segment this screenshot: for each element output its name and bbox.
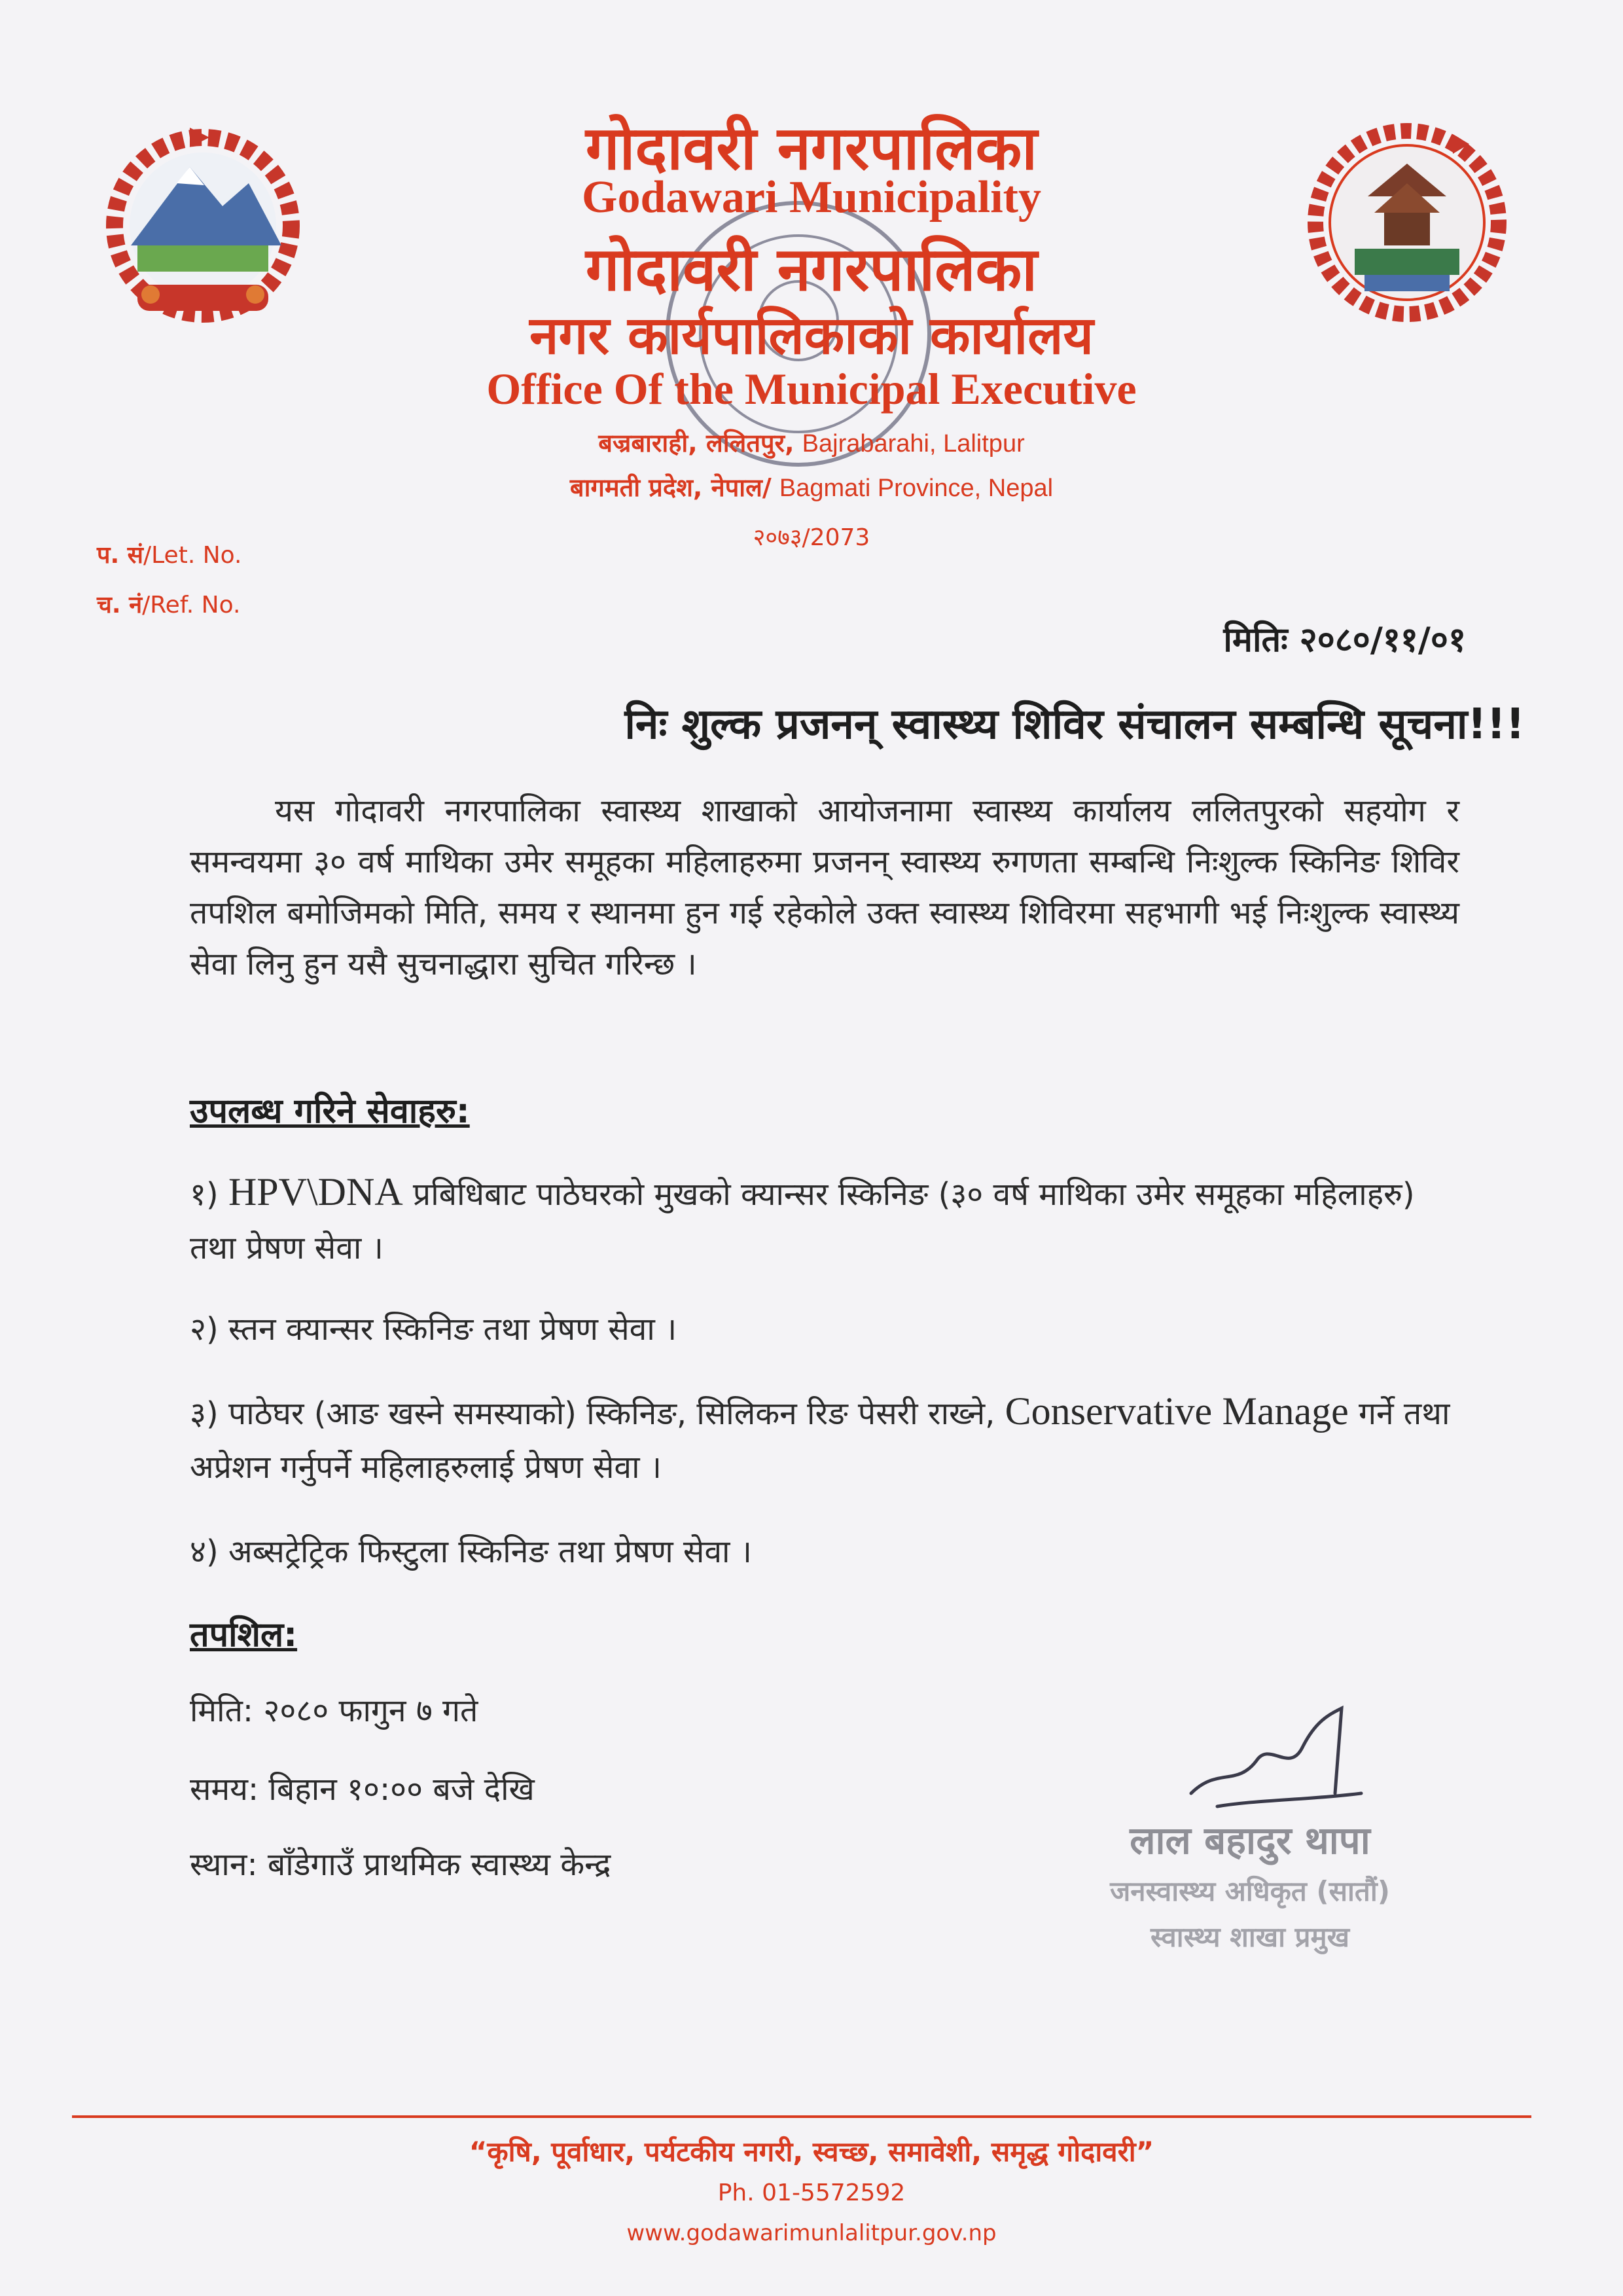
- org-name-english: Godawari Municipality: [582, 172, 1041, 223]
- service-item-3-english-1: Conservative: [1005, 1390, 1213, 1433]
- address-line-2-np: बागमती प्रदेश, नेपाल/: [569, 473, 772, 502]
- letter-date: मितिः २०८०/११/०१: [1223, 620, 1466, 660]
- address-line-1-np: बज्रबाराही, ललितपुर,: [598, 429, 794, 457]
- notice-title: निः शुल्क प्रजनन् स्वास्थ्य शिविर संचालन सम्बन्धि सूचना!!!: [624, 700, 1525, 749]
- footer-website: www.godawarimunlalitpur.gov.np: [626, 2220, 997, 2246]
- notice-paragraph: यस गोदावरी नगरपालिका स्वास्थ्य शाखाको आयोजनामा स्वास्थ्य कार्यालय ललितपुरको सहयोग र समन्वयमा ३० वर्ष माथिका उमेर समूहका महिलाहरुमा प्रजनन् स्वास्थ्य रुगणता सम्बन्धि निःशुल्क स्किनिङ शिविर तपशिल बमोजिमको मिति, समय र स्थानमा हुन गई रहेकोले उक्त स्वास्थ्य शिविरमा सहभागी भई निःशुल्क स्वास्थ्य सेवा लिनु हुन यसै सुचनाद्धारा सुचित गरिन्छ ।: [190, 793, 1459, 982]
- address-line-1-en: Bajrabarahi, Lalitpur: [802, 430, 1025, 457]
- service-item-1-text: प्रबिधिबाट पाठेघरको मुखको क्यान्सर स्किनिङ (३० वर्ष माथिका उमेर समूहका महिलाहरु) तथा प्रेषण सेवा ।: [190, 1176, 1415, 1266]
- signatory-name: लाल बहादुर थापा: [1130, 1818, 1370, 1863]
- footer-motto: “कृषि, पूर्वाधार, पर्यटकीय नगरी, स्वच्छ, समावेशी, समृद्ध गोदावरी”: [469, 2136, 1154, 2168]
- schedule-date: मिति: २०८० फागुन ७ गते: [190, 1693, 478, 1729]
- footer-divider: [72, 2115, 1531, 2118]
- address-line-2-en: Bagmati Province, Nepal: [779, 475, 1054, 502]
- reference-number-label: [97, 588, 240, 620]
- org-name-nepali: गोदावरी नगरपालिका: [585, 113, 1038, 183]
- reference-number-np: च. नं: [97, 592, 143, 619]
- office-name-nepali: नगर कार्यपालिकाको कार्यालय: [529, 305, 1094, 366]
- services-heading: उपलब्ध गरिने सेवाहरु:: [190, 1092, 470, 1131]
- schedule-place: स्थान: बाँडेगाउँ प्राथमिक स्वास्थ्य केन्द्र: [190, 1846, 611, 1883]
- signatory-title: जनस्वास्थ्य अधिकृत (सातौं): [1110, 1875, 1390, 1907]
- letter-number-label: [97, 538, 241, 570]
- address-line-1: [0, 425, 1623, 459]
- service-item-2: २) स्तन क्यान्सर स्किनिङ तथा प्रेषण सेवा ।: [190, 1311, 677, 1348]
- service-item-4: ४) अब्सट्रेट्रिक फिस्टुला स्किनिङ तथा प्रेषण सेवा ।: [190, 1534, 752, 1570]
- schedule-heading: तपशिल:: [190, 1615, 298, 1655]
- service-item-3-text-a: ३) पाठेघर (आङ खस्ने समस्याको) स्किनिङ, सिलिकन रिङ पेसरी राख्ने,: [190, 1395, 995, 1432]
- service-item-1: [190, 1165, 1466, 1275]
- reference-number-en: /Ref. No.: [142, 592, 241, 619]
- footer-phone: Ph. 01-5572592: [717, 2179, 906, 2206]
- letter-number-en: /Let. No.: [143, 542, 242, 569]
- letter-number-np: प. सं: [97, 542, 143, 569]
- service-item-1-number: १): [190, 1176, 219, 1213]
- service-item-3: [190, 1384, 1466, 1494]
- signatory-department: स्वास्थ्य शाखा प्रमुख: [1150, 1921, 1349, 1953]
- org-name-nepali-stylized: गोदावरी नगरपालिका: [585, 234, 1038, 304]
- established-year: २०७३/2073: [753, 524, 870, 551]
- schedule-time: समय: बिहान १०:०० बजे देखि: [190, 1771, 535, 1808]
- address-line-2: [0, 470, 1623, 504]
- service-item-1-english: HPV\DNA: [228, 1170, 403, 1213]
- service-item-3-text-b: गर्ने तथा अप्रेशन गर्नुपर्ने महिलाहरुलाई प्रेषण सेवा ।: [190, 1395, 1450, 1486]
- service-item-3-english-2: Manage: [1222, 1390, 1349, 1433]
- office-name-english: Office Of the Municipal Executive: [486, 364, 1137, 414]
- handwritten-signature: [1178, 1695, 1374, 1833]
